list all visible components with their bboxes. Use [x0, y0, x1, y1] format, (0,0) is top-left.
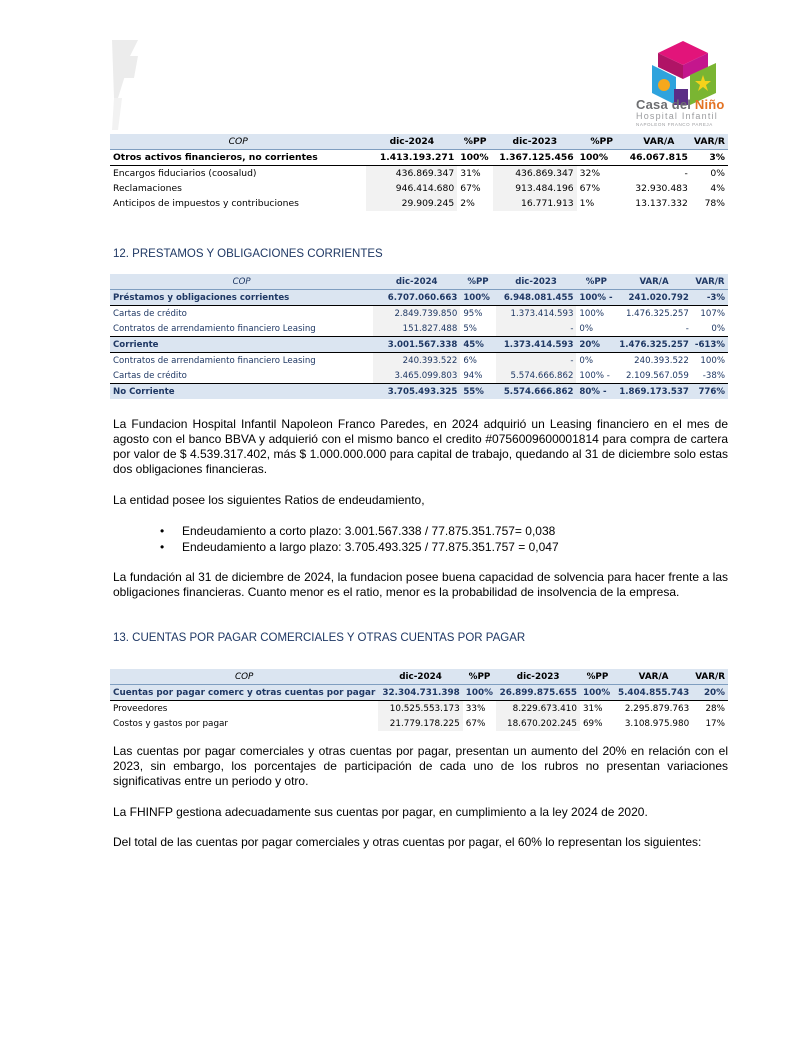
cell-value: 3%	[691, 150, 728, 166]
cell-value: -	[496, 321, 577, 337]
cell-value: 55%	[460, 384, 495, 400]
cell-value: 436.869.347	[366, 166, 457, 182]
list-item	[160, 539, 559, 555]
cell-value: 67%	[465, 718, 486, 729]
header-vara: VAR/A	[615, 669, 692, 685]
cell-value: 240.393.522	[373, 353, 460, 369]
cell-value: 0%	[579, 323, 594, 334]
cell-value: 95%	[463, 308, 483, 319]
section-12-paragraph-2: La entidad posee los siguientes Ratios de endeudamiento,	[113, 493, 425, 507]
logo-line2: Hospital Infantil	[636, 111, 718, 121]
cell-value: 107%	[700, 308, 725, 319]
row-label: Anticipos de impuestos y contribuciones	[113, 198, 299, 209]
cell-value: 13.137.332	[635, 198, 688, 209]
bullet-label: Endeudamiento a largo plazo	[182, 540, 339, 554]
section-13-paragraph-1: Las cuentas por pagar comerciales y otras cuentas por pagar, presentan un aumento del 20% en relación con el 2023, sin embargo, los porcentajes de participación de cada uno de los rubros no presentan variaciones significativas entre un periodo y otro.	[113, 744, 728, 788]
cell-value: -	[496, 353, 577, 369]
table-header-row	[110, 134, 728, 150]
cell-value: 4%	[710, 183, 725, 194]
otros-activos-table	[110, 134, 728, 211]
cell-value: 3.108.975.980	[624, 718, 690, 729]
header-dic2023: dic-2023	[496, 669, 580, 685]
cell-value: 1.373.414.593	[496, 337, 577, 353]
logo-casa-del: Casa del	[636, 97, 695, 112]
cell-value: 100%	[579, 308, 604, 319]
cell-value: 6.707.060.663	[373, 290, 460, 306]
header-cop: COP	[110, 274, 373, 290]
header-vara: VAR/A	[616, 274, 692, 290]
cell-value: 32%	[579, 168, 601, 179]
table-row	[110, 368, 728, 384]
cell-value: -613%	[692, 337, 728, 353]
cell-value: 100%	[700, 355, 725, 366]
cell-value: 1.413.193.271	[366, 150, 457, 166]
table-row	[110, 716, 728, 731]
list-item	[160, 523, 559, 539]
section-13-title: 13. CUENTAS POR PAGAR COMERCIALES Y OTRAS CUENTAS POR PAGAR	[113, 632, 526, 644]
cell-value: 436.869.347	[493, 166, 577, 182]
cell-value: 1%	[579, 198, 595, 209]
header-varr: VAR/R	[692, 274, 728, 290]
cell-value: 67%	[579, 183, 601, 194]
cell-value: 33%	[465, 703, 486, 714]
row-label: Contratos de arrendamiento financiero Leasing	[113, 355, 316, 366]
cell-value: 100%	[460, 290, 495, 306]
cell-value: 100% -	[579, 370, 610, 381]
table-row	[110, 353, 728, 369]
header-cop: COP	[110, 134, 366, 150]
cell-value: 21.779.178.225	[378, 716, 462, 731]
header-dic2024: dic-2024	[366, 134, 457, 150]
cell-value: 5%	[463, 323, 477, 334]
cell-value: 946.414.680	[366, 181, 457, 196]
cell-value: 1.373.414.593	[496, 306, 577, 322]
cell-value: 94%	[463, 370, 483, 381]
cell-value: 100%	[580, 685, 615, 701]
cell-value: 18.670.202.245	[496, 716, 580, 731]
cell-value: 78%	[704, 198, 725, 209]
cell-value: 2%	[460, 198, 475, 209]
table-row	[110, 181, 728, 196]
row-label: Proveedores	[113, 703, 168, 714]
header-pp1: %PP	[457, 134, 493, 150]
logo-line1	[636, 97, 736, 112]
table-row	[110, 150, 728, 166]
header-pp1: %PP	[460, 274, 495, 290]
section-12-title: 12. PRESTAMOS Y OBLIGACIONES CORRIENTES	[113, 248, 383, 260]
header-pp2: %PP	[580, 669, 615, 685]
cell-value: 151.827.488	[373, 321, 460, 337]
table-row	[110, 321, 728, 337]
cell-value: 3.001.567.338	[373, 337, 460, 353]
cell-value: 26.899.875.655	[496, 685, 580, 701]
cell-value: 32.930.483	[635, 183, 688, 194]
header-pp2: %PP	[577, 134, 627, 150]
cell-value: 100%	[577, 150, 627, 166]
cell-value: 100%	[463, 685, 497, 701]
bullet-value: : 3.705.493.325 / 77.875.351.757 = 0,047	[338, 540, 559, 554]
cell-value: 31%	[582, 703, 603, 714]
cell-value: 776%	[692, 384, 728, 400]
watermark-shape-icon	[110, 38, 140, 130]
cell-value: 100%	[457, 150, 493, 166]
header-pp2: %PP	[576, 274, 616, 290]
section-13-paragraph-3: Del total de las cuentas por pagar comerciales y otras cuentas por pagar, el 60% lo representan los siguientes:	[113, 835, 702, 849]
table-row	[110, 166, 728, 182]
cuentas-por-pagar-table	[110, 669, 728, 731]
row-label: Cuentas por pagar comerc y otras cuentas por pagar	[110, 685, 378, 701]
logo-text	[636, 97, 736, 127]
cell-value: -	[684, 168, 688, 179]
header-varr: VAR/R	[691, 134, 728, 150]
table-row	[110, 290, 728, 306]
cell-value: -3%	[692, 290, 728, 306]
logo-line3: NAPOLEON FRANCO PAREJA	[636, 122, 713, 127]
cell-value: 16.771.913	[493, 196, 577, 211]
table-row	[110, 701, 728, 717]
cell-value: 5.404.855.743	[615, 685, 692, 701]
cell-value: 45%	[460, 337, 495, 353]
table-row	[110, 196, 728, 211]
cell-value: 3.705.493.325	[373, 384, 460, 400]
row-label: Corriente	[110, 337, 373, 353]
table-row	[110, 685, 728, 701]
cell-value: 2.849.739.850	[373, 306, 460, 322]
table-row	[110, 384, 728, 400]
prestamos-table	[110, 274, 728, 399]
cell-value: 1.869.173.537	[616, 384, 692, 400]
row-label: Contratos de arrendamiento financiero Leasing	[113, 323, 316, 334]
cell-value: 1.367.125.456	[493, 150, 577, 166]
cell-value: 100% -	[576, 290, 616, 306]
table-row	[110, 337, 728, 353]
cell-value: 17%	[705, 718, 725, 729]
row-label: Otros activos financieros, no corrientes	[110, 150, 366, 166]
cell-value: 31%	[460, 168, 481, 179]
cell-value: 69%	[582, 718, 603, 729]
row-label: Cartas de crédito	[113, 370, 187, 381]
logo-nino: Niño	[694, 97, 725, 112]
cell-value: 46.067.815	[627, 150, 691, 166]
table-header-row	[110, 669, 728, 685]
cell-value: 2.295.879.763	[624, 703, 690, 714]
cell-value: -38%	[702, 370, 725, 381]
header-pp1: %PP	[463, 669, 497, 685]
cell-value: 0%	[579, 355, 594, 366]
ratios-list	[160, 523, 559, 555]
cell-value: 0%	[710, 168, 725, 179]
row-label: Cartas de crédito	[113, 308, 187, 319]
cell-value: -	[685, 323, 689, 334]
cell-value: 20%	[692, 685, 728, 701]
header-dic2024: dic-2024	[378, 669, 462, 685]
row-label: No Corriente	[110, 384, 373, 400]
section-12-paragraph-3: La fundación al 31 de diciembre de 2024, la fundacion posee buena capacidad de solvencia para hacer frente a las obligaciones financieras. Cuanto menor es el ratio, menor es la probabilidad de insolvencia de la empresa.	[113, 570, 728, 599]
row-label: Costos y gastos por pagar	[113, 718, 229, 729]
cell-value: 8.229.673.410	[496, 701, 580, 717]
table-header-row	[110, 274, 728, 290]
cell-value: 3.465.099.803	[373, 368, 460, 384]
cell-value: 6%	[463, 355, 477, 366]
cell-value: 5.574.666.862	[496, 368, 577, 384]
header-cop: COP	[110, 669, 378, 685]
cell-value: 32.304.731.398	[378, 685, 462, 701]
section-13-paragraph-2: La FHINFP gestiona adecuadamente sus cuentas por pagar, en cumplimiento a la ley 2024 de 2020.	[113, 805, 648, 819]
header-dic2023: dic-2023	[496, 274, 577, 290]
bullet-value: : 3.001.567.338 / 77.875.351.757= 0,038	[338, 524, 556, 538]
cell-value: 0%	[711, 323, 725, 334]
row-label: Préstamos y obligaciones corrientes	[110, 290, 373, 306]
cell-value: 241.020.792	[616, 290, 692, 306]
cell-value: 913.484.196	[493, 181, 577, 196]
cell-value: 67%	[460, 183, 481, 194]
cell-value: 29.909.245	[366, 196, 457, 211]
cell-value: 20%	[576, 337, 616, 353]
cell-value: 5.574.666.862	[496, 384, 577, 400]
bullet-label: Endeudamiento a corto plazo	[182, 524, 339, 538]
cell-value: 240.393.522	[634, 355, 689, 366]
cell-value: 1.476.325.257	[616, 337, 692, 353]
section-12-paragraph-1: La Fundacion Hospital Infantil Napoleon Franco Paredes, en 2024 adquirió un Leasing financiero en el mes de agosto con el banco BBVA y adquierió con el mismo banco el credito #0756009600001814 para compra de cartera por valor de $ 4.539.317.402, más $ 1.000.000.000 para capital de trabajo, quedando al 31 de diciembre solo estas dos obligaciones financieras.	[113, 417, 728, 476]
cell-value: 80% -	[576, 384, 616, 400]
cell-value: 28%	[705, 703, 725, 714]
cell-value: 6.948.081.455	[496, 290, 577, 306]
header-dic2023: dic-2023	[493, 134, 577, 150]
header-dic2024: dic-2024	[373, 274, 460, 290]
cell-value: 2.109.567.059	[625, 370, 689, 381]
cell-value: 10.525.553.173	[378, 701, 462, 717]
table-row	[110, 306, 728, 322]
row-label: Reclamaciones	[113, 183, 182, 194]
header-varr: VAR/R	[692, 669, 728, 685]
header-vara: VAR/A	[627, 134, 691, 150]
row-label: Encargos fiduciarios (coosalud)	[113, 168, 257, 179]
cell-value: 1.476.325.257	[625, 308, 689, 319]
